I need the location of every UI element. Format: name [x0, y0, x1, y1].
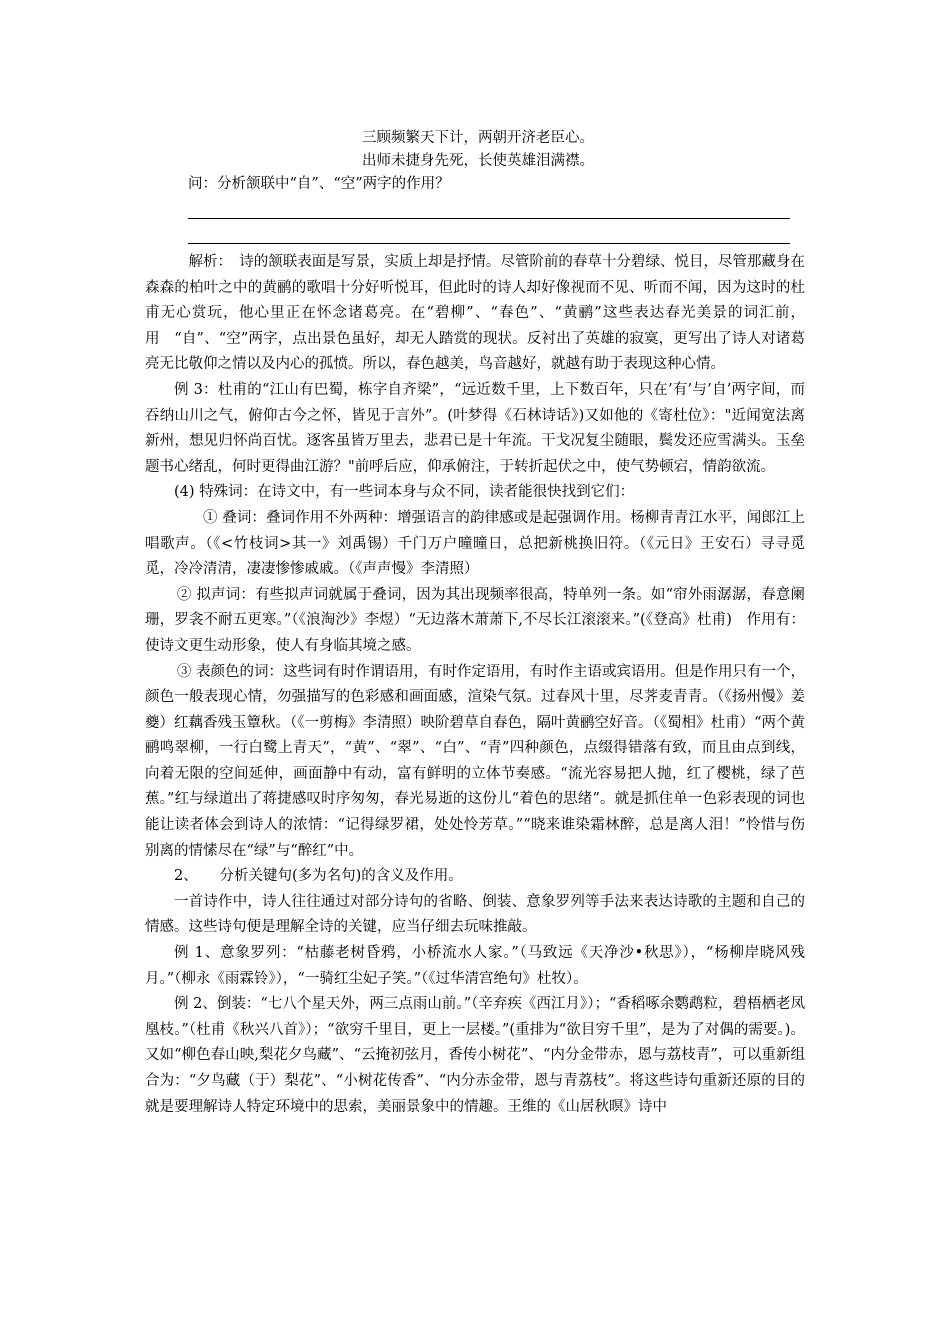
- answer-blank-line-2: [188, 243, 790, 244]
- paragraph-key-sentences: 一首诗作中，诗人往往通过对部分诗句的省略、倒装、意象罗列等手法来表达诗歌的主题和自己的情感。这些诗句便是理解全诗的关键，应当仔细去玩味推敲。: [145, 893, 805, 936]
- paragraph-example-1: 例 1、意象罗列：“枯藤老树昏鸦，小桥流水人家。”（马致远《天净沙•秋思》），“杨柳岸晓风残月。”（柳永《雨霖铃》），“一骑红尘妃子笑。”（《过华清宫绝句》杜牧）。: [145, 945, 805, 987]
- paragraph-analysis: 解析： 诗的颔联表面是写景，实质上却是抒情。尽管阶前的春草十分碧绿、悦目，尽管那藏身在森森的柏叶之中的黄鹂的歌唱十分好听悦耳，但此时的诗人却好像视而不见、听而不闻，因为这时的杜甫无心赏玩，他心里正在怀念诸葛亮。在“碧柳”、“春色”、“黄鹂”这些表达春光美景的词汇前，用 “自”、“空”两字，点出景色虽好，却无人踏赏的现状。反衬出了英雄的寂寞，更写出了诗人对诸葛亮无比敬仰之情以及内心的孤愤。所以，春色越美，鸟音越好，就越有助于表现这种心情。: [145, 254, 805, 373]
- section-heading-2: 2、 分析关键句(多为名句)的含义及作用。: [174, 868, 463, 885]
- paragraph-example-3: 例 3：杜甫的“江山有巴蜀，栋字自齐梁”，“远近数千里，上下数百年，只在’有’与’自’两字间，而吞纳山川之气，俯仰古今之怀，皆见于言外”。(叶梦得《石林诗话》)又如他的《寄杜位》："近闻宽法离新州，想见归怀尚百忧。逐客虽皆万里去，悲君已是十年流。干戈况复尘随眼，鬓发还应雪满头。玉垒题书心绪乱，何时更得曲江游？"前呼后应，仰承俯注，于转折起伏之中，使气势顿宕，情韵欲流。: [145, 381, 805, 475]
- poem-line-1: 三顾频繁天下计，两朝开济老臣心。: [362, 130, 594, 146]
- paragraph-reduplication: ① 叠词：叠词作用不外两种：增强语言的韵律感或是起强调作用。杨柳青青江水平，闻郎江上唱歌声。（《<竹枝词>其一》刘禹锡）千门万户曈曈日，总把新桃换旧符。（《元日》王安石）寻寻觅觅，冷冷清清，凄凄惨惨戚戚。（《声声慢》李清照）: [145, 509, 805, 578]
- paragraph-special-words: (4) 特殊词：在诗文中，有一些词本身与众不同，读者能很快找到它们：: [174, 484, 635, 501]
- question-text: 问：分析颔联中“自”、“空”两字的作用？: [188, 176, 450, 192]
- paragraph-example-2: 例 2、倒装：“七八个星天外，两三点雨山前。”（辛弃疾《西江月》）；“香稻啄余鹦鹉粒，碧梧栖老凤凰枝。”（杜甫《秋兴八首》）；“欲穷千里目，更上一层楼。”(重排为“欲目穷千里”，是为了对偶的需要。)。又如“柳色春山映,梨花夕鸟藏”、“云掩初弦月，香传小树花”、“内分金带赤，恩与荔枝青”，可以重新组合为：“夕鸟藏（于）梨花”、“小树花传香”、“内分赤金带，恩与青荔枝”。将这些诗句重新还原的目的就是要理解诗人特定环境中的思索，美丽景象中的情趣。王维的《山居秋暝》诗中: [145, 996, 805, 1115]
- body-text: [145, 250, 805, 1120]
- answer-blank-line-1: [188, 218, 790, 219]
- paragraph-color-words: ③ 表颜色的词：这些词有时作谓语用，有时作定语用，有时作主语或宾语用。但是作用只有一个，颜色一般表现心情，勿强描写的色彩感和画面感，渲染气氛。过春风十里，尽荠麦青青。（《扬州慢》姜夔）红藕香残玉簟秋。（《一剪梅》李清照）映阶碧草自春色，隔叶黄鹂空好音。（《蜀相》杜甫）“两个黄鹂鸣翠柳，一行白鹭上青天”，“黄”、“翠”、“白”、“青”四种颜色，点缀得错落有致，而且由点到线，向着无限的空间延伸，画面静中有动，富有鲜明的立体节奏感。“流光容易把人抛，红了樱桃，绿了芭蕉。”红与绿道出了蒋捷感叹时序匆匆，春光易逝的这份儿“着色的思绪”。就是抓住单一色彩表现的词也能让读者体会到诗人的浓情：“记得绿罗裙，处处怜芳草。”“晓来谁染霜林醉，总是离人泪！”怜惜与伤别离的情愫尽在“绿”与“醉红”中。: [145, 663, 805, 859]
- paragraph-onomatopoeia: ② 拟声词：有些拟声词就属于叠词，因为其出现频率很高，特单列一条。如“帘外雨潺潺，春意阑珊，罗衾不耐五更寒。”（《浪淘沙》李煜）“无边落木萧萧下,不尽长江滚滚来。”(《登高》杜甫) 作用有：使诗文更生动形象，使人有身临其境之感。: [145, 586, 805, 654]
- poem-line-2: 出师未捷身先死，长使英雄泪满襟。: [362, 153, 594, 169]
